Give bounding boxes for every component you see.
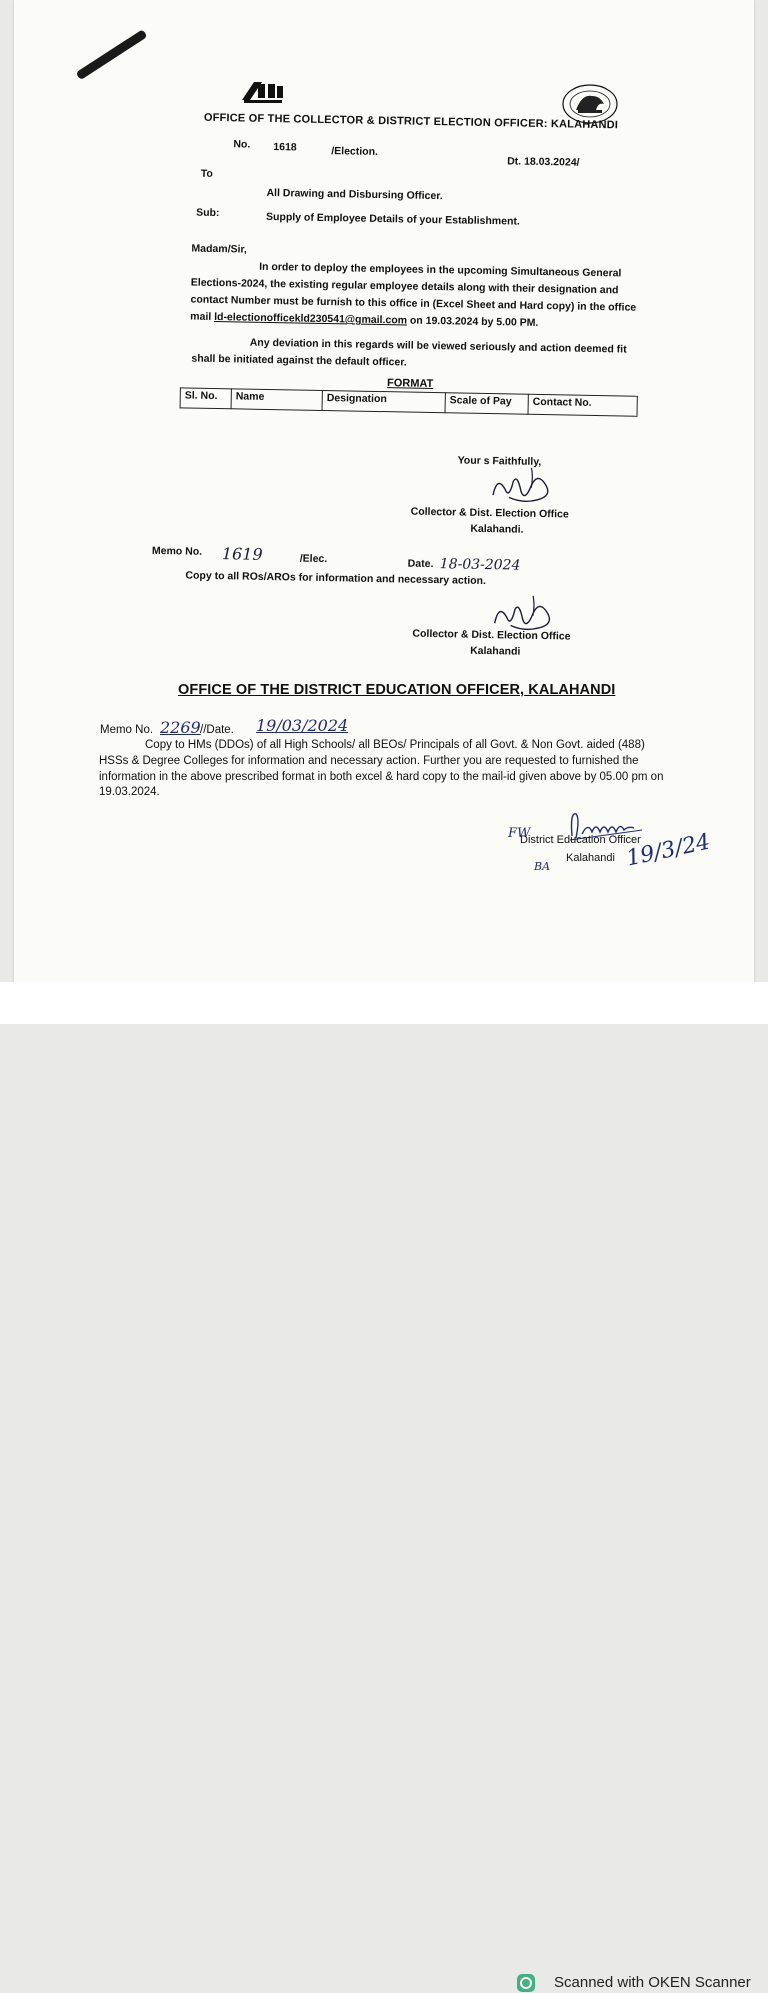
scanner-footer <box>0 982 768 1991</box>
handwritten-date: 19/3/24 <box>624 829 713 872</box>
annotation-ba: BA <box>534 860 551 873</box>
body-para1-end: on 19.03.2024 by 5.00 PM. <box>409 314 539 329</box>
letter-no-value: 1618 <box>273 141 297 154</box>
memo1-number: 1619 <box>221 544 263 564</box>
to-addressee: All Drawing and Disbursing Officer. <box>266 186 443 203</box>
body-paragraph-2: Any deviation in this regards will be viewed seriously and action deemed fit shall be initiated against the default officer. <box>191 336 627 369</box>
to-label: To <box>200 167 214 180</box>
body-email: ld-electionofficekld230541@gmail.com <box>214 310 408 327</box>
format-col-designation: Designation <box>322 390 445 412</box>
deo-copy-text: Copy to HMs (DDOs) of all High Schools/ all BEOs/ Principals of all Govt. & Non Govt. aided (488) HSSs & Degree Colleges for information and necessary action. Further you are requested to furnished the information in the above prescribed format in both excel & hard copy to the mail-id given above by 05.00 pm on 19.03.2024. <box>99 739 664 799</box>
format-col-scale: Scale of Pay <box>445 393 528 415</box>
signatory-place-1: Kalahandi. <box>470 522 524 536</box>
memo1-label: Memo No. <box>151 544 203 558</box>
salutation: Madam/Sir, <box>191 242 248 256</box>
deo-signatory-title: District Education Officer <box>520 834 641 846</box>
subject-text: Supply of Employee Details of your Establishment. <box>265 210 520 228</box>
memo1-copy-text: Copy to all ROs/AROs for information and necessary action. <box>185 569 487 588</box>
memo1-date: 18-03-2024 <box>439 556 521 574</box>
deo-header: OFFICE OF THE DISTRICT EDUCATION OFFICER, KALAHANDI <box>178 682 616 698</box>
memo1-suffix: /Elec. <box>299 552 328 566</box>
subject-label: Sub: <box>196 206 220 220</box>
body-para1-text: In order to deploy the employees in the upcoming Simultaneous General Elections-2024, the existing regular employee details along with their designation and contact Number must be furnish to this office in (Excel Sheet and Hard copy) in the office mail <box>190 260 637 323</box>
scanner-watermark: Scanned with OKEN Scanner <box>554 1974 751 1991</box>
deo-date: 19/03/2024 <box>256 716 349 735</box>
deo-memo-number: 2269 <box>160 718 201 737</box>
signatory-title-2: Collector & Dist. Election Office <box>412 627 571 643</box>
format-title: FORMAT <box>386 377 434 391</box>
deo-date-label: //Date. <box>200 724 234 736</box>
letter-no-suffix: /Election. <box>331 145 379 158</box>
closing: Your s Faithfully, <box>457 454 542 468</box>
document-page <box>14 0 754 982</box>
oken-scanner-logo-icon <box>516 1973 536 1993</box>
format-col-name: Name <box>231 389 322 411</box>
office-header: OFFICE OF THE COLLECTOR & DISTRICT ELECTION OFFICER: KALAHANDI <box>203 111 619 132</box>
deo-section <box>0 0 768 982</box>
deo-memo-label: Memo No. <box>100 724 154 736</box>
format-col-slno: Sl. No. <box>180 388 231 409</box>
signatory-place-2: Kalahandi <box>470 644 521 658</box>
annotation-fw: FW <box>508 826 531 841</box>
format-col-contact: Contact No. <box>528 394 637 416</box>
deo-signatory-place: Kalahandi <box>566 852 615 864</box>
memo1-date-label: Date. <box>407 557 434 571</box>
signatory-title-1: Collector & Dist. Election Office <box>410 505 569 521</box>
letter-date: Dt. 18.03.2024/ <box>507 155 580 169</box>
letter-no-label: No. <box>233 138 251 151</box>
